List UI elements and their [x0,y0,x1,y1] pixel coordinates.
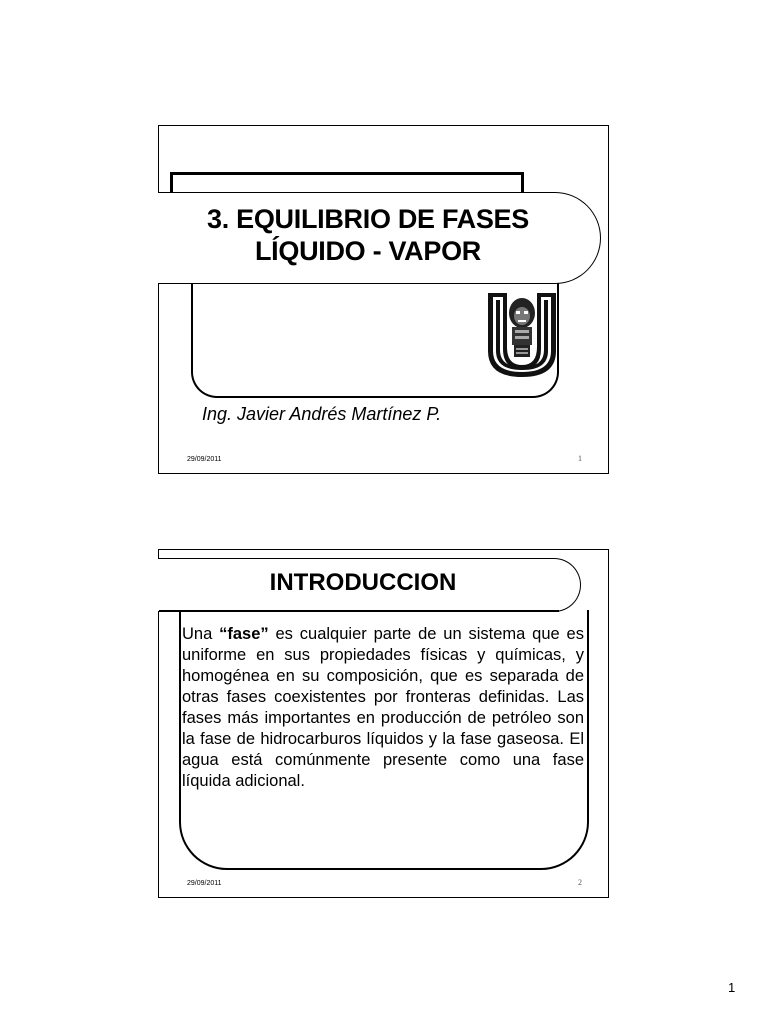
para-rest: es cualquier parte de un sistema que es uniforme en sus propiedades físicas y químicas, y homogénea en su composición, que es separada de otras fases coexistentes por fronteras definidas. Las fases más importantes en producción de petróleo son la fase de hidrocarburos líquidos y la fase gaseosa. El agua está comúnmente presente como una fase líquida adicional. [182,625,584,790]
slide-2-title-banner [158,558,581,612]
university-seal-logo-icon [485,291,559,379]
para-intro: Una [182,625,220,643]
slide-1-title [158,203,578,267]
slide-2-date: 29/09/2011 [187,880,222,887]
slide-1-title-banner [158,192,601,284]
slide-2-number: 2 [578,878,582,887]
slide-1-author: Ing. Javier Andrés Martínez P. [202,404,442,424]
slide-2-paragraph [182,624,584,792]
slide-1-number: 1 [578,454,582,463]
slide-2-title: INTRODUCCION [269,569,457,596]
slide-1-date: 29/09/2011 [187,456,222,463]
page-number: 1 [728,980,736,995]
slide-1-title-line-2: LÍQUIDO - VAPOR [254,236,481,266]
slide-2-title-rule [159,610,559,612]
slide-1-title-line-1: 3. EQUILIBRIO DE FASES [207,204,529,234]
para-term: “fase” [219,625,269,643]
slide-1 [158,125,609,474]
slide-2 [158,549,609,898]
